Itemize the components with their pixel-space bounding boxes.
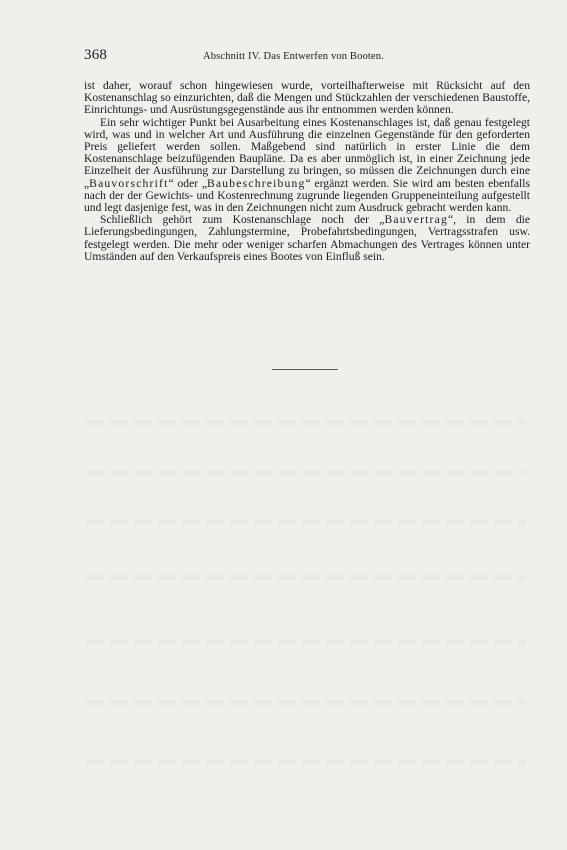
running-head: Abschnitt IV. Das Entwerfen von Booten. xyxy=(203,51,384,62)
show-through-line xyxy=(86,760,526,765)
show-through-line xyxy=(86,470,526,475)
spaced-term-bauvertrag: Bauvertrag xyxy=(384,213,448,227)
page-number: 368 xyxy=(84,47,108,63)
spaced-term-baubeschreibung: Baubeschreibung xyxy=(207,176,306,190)
show-through-line xyxy=(86,520,526,525)
paragraph-text: “, in dem die Lieferungsbedingungen, Zahlungstermine, Probefahrtsbedingungen, Vertragsstrafen usw. festgelegt werden. Die mehr oder weniger scharfen Abmachungen des Vertrages können unter Umständen auf den Verkaufspreis eines Bootes von Einfluß sein. xyxy=(84,213,530,263)
show-through-line xyxy=(86,640,526,645)
paragraph-kostenanschlag xyxy=(84,117,530,215)
paragraph-bauvertrag xyxy=(84,214,530,263)
page-header xyxy=(84,47,530,67)
show-through-line xyxy=(86,700,526,705)
show-through-line xyxy=(86,420,526,425)
paragraph-text: ist daher, worauf schon hingewiesen wurde, vorteilhafterweise mit Rücksicht auf den Kostenanschlag so einzurichten, daß die Mengen und Stückzahlen der verschiedenen Baustoffe, Einrichtungs- und Ausrüstungsgegenstände aus ihr entnommen werden können. xyxy=(84,79,530,117)
paragraph-text: Schließlich gehört zum Kostenanschlage noch der „ xyxy=(100,213,385,227)
paragraph-text: “ ergänzt werden. Sie wird am besten ebenfalls nach der der Gewichts- und Kostenrechnung zugrunde liegenden Gruppeneinteilung aufgestellt und legt dasjenige fest, was in den Zeichnungen nicht zum Ausdruck gebracht werden kann. xyxy=(84,176,530,215)
paragraph-text: “ oder „ xyxy=(168,176,208,190)
body-text xyxy=(84,80,530,263)
section-end-rule xyxy=(272,369,338,370)
paragraph-continuation xyxy=(84,80,530,117)
show-through-line xyxy=(86,575,526,580)
paragraph-text: Ein sehr wichtiger Punkt bei Ausarbeitung eines Kostenanschlages ist, daß genau festgelegt wird, was und in welcher Art und Ausführung die einzelnen Gegenstände für den geforderten Preis geliefert werden sollen. Maßgebend sind natürlich in erster Linie die dem Kostenanschlage beizufügenden Baupläne. Da es aber unmöglich ist, in einer Zeichnung jede Einzelheit der Ausführung zur Darstellung zu bringen, so müssen die Zeichnungen durch eine „ xyxy=(84,115,530,190)
spaced-term-bauvorschrift: Bauvorschrift xyxy=(89,176,169,190)
